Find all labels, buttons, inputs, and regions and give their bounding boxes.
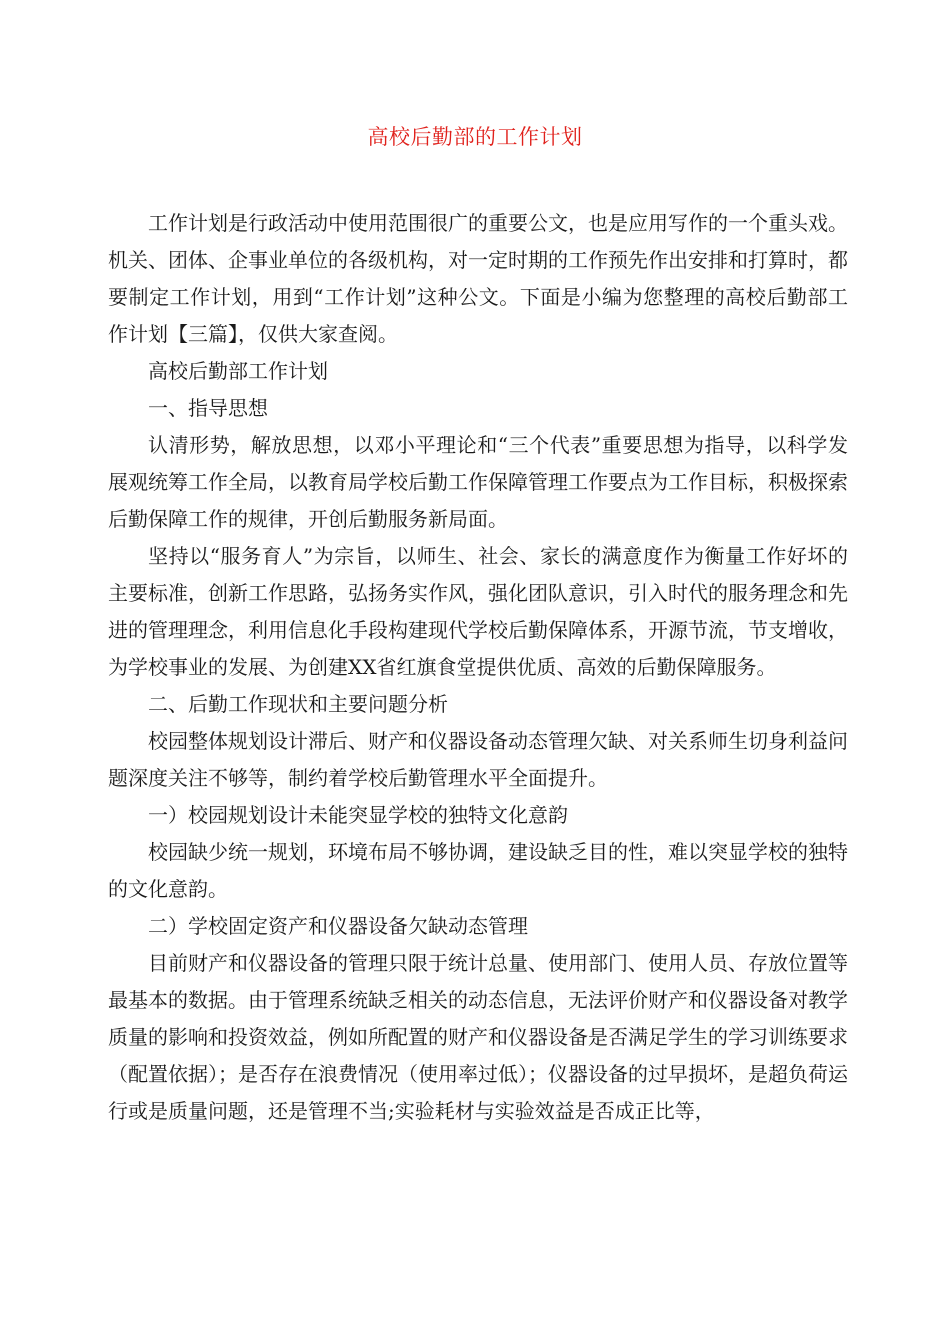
document-title: 高校后勤部的工作计划 <box>367 125 583 149</box>
section-heading-guiding-thought: 一、指导思想 <box>148 396 268 420</box>
body-paragraph: 校园缺少统一规划，环境布局不够协调，建设缺乏目的性，难以突显学校的独特的文化意韵。 <box>108 840 848 901</box>
intro-paragraph: 工作计划是行政活动中使用范围很广的重要公文，也是应用写作的一个重头戏。机关、团体、企事业单位的各级机构，对一定时期的工作预先作出安排和打算时，都要制定工作计划，用到“工作计划”这种公文。下面是小编为您整理的高校后勤部工作计划【三篇】，仅供大家查阅。 <box>108 211 848 346</box>
section-heading-plan: 高校后勤部工作计划 <box>148 359 328 383</box>
subsection-heading-campus-planning: 一）校园规划设计未能突显学校的独特文化意韵 <box>148 803 568 827</box>
subsection-heading-asset-management: 二）学校固定资产和仪器设备欠缺动态管理 <box>148 914 528 938</box>
body-paragraph: 坚持以“服务育人”为宗旨，以师生、社会、家长的满意度作为衡量工作好坏的主要标准，创新工作思路，弘扬务实作风，强化团队意识，引入时代的服务理念和先进的管理理念，利用信息化手段构建现代学校后勤保障体系，开源节流，节支增收，为学校事业的发展、为创建XX省红旗食堂提供优质、高效的后勤保障服务。 <box>108 544 848 679</box>
body-paragraph: 认清形势，解放思想，以邓小平理论和“三个代表”重要思想为指导，以科学发展观统筹工作全局，以教育局学校后勤工作保障管理工作要点为工作目标，积极探索后勤保障工作的规律，开创后勤服务新局面。 <box>108 433 848 531</box>
body-paragraph: 校园整体规划设计滞后、财产和仪器设备动态管理欠缺、对关系师生切身利益问题深度关注不够等，制约着学校后勤管理水平全面提升。 <box>108 729 848 790</box>
document-body <box>108 205 848 1130</box>
section-heading-status-analysis: 二、后勤工作现状和主要问题分析 <box>148 692 448 716</box>
body-paragraph: 目前财产和仪器设备的管理只限于统计总量、使用部门、使用人员、存放位置等最基本的数据。由于管理系统缺乏相关的动态信息，无法评价财产和仪器设备对教学质量的影响和投资效益，例如所配置的财产和仪器设备是否满足学生的学习训练要求（配置依据）；是否存在浪费情况（使用率过低）；仪器设备的过早损坏，是超负荷运行或是质量问题，还是管理不当;实验耗材与实验效益是否成正比等， <box>108 951 848 1123</box>
